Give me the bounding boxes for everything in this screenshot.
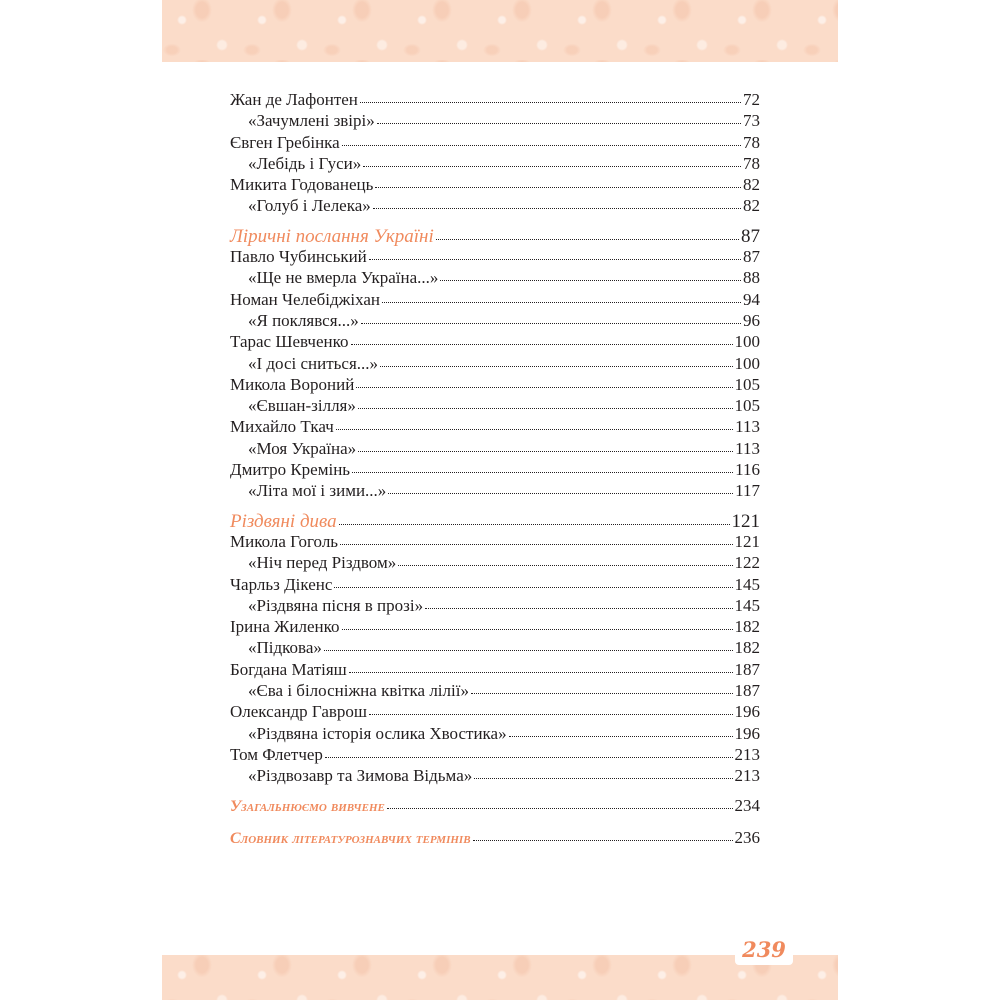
section-page: 87: [741, 225, 760, 247]
entry-page: 196: [734, 723, 760, 743]
entry-page: 96: [743, 310, 760, 330]
entry-page: 105: [734, 374, 760, 394]
dot-leader: [360, 101, 741, 103]
entry-page: 116: [735, 460, 760, 480]
toc-work-entry[interactable]: [230, 268, 760, 289]
dot-leader: [425, 607, 732, 609]
dot-leader: [382, 301, 741, 303]
entry-page: 182: [734, 617, 760, 637]
toc-glossary[interactable]: [230, 828, 760, 849]
entry-title: «Літа мої і зими...»: [248, 481, 387, 501]
toc-author-entry[interactable]: [230, 532, 760, 553]
entry-title: Жан де Лафонтен: [230, 90, 358, 109]
entry-page: 100: [734, 332, 760, 352]
dot-leader: [369, 258, 741, 260]
toc-author-entry[interactable]: [230, 332, 760, 353]
entry-title: «Ще не вмерла Україна...»: [248, 268, 439, 288]
entry-title: «І досі сниться...»: [248, 353, 379, 373]
entry-title: «Лебідь і Гуси»: [248, 153, 362, 173]
entry-page: 145: [734, 595, 760, 615]
dot-leader: [380, 365, 732, 367]
entry-title: «Різдвяна історія ослика Хвостика»: [248, 723, 507, 743]
entry-title: «Євшан-зілля»: [248, 396, 356, 416]
summary-page: 234: [734, 795, 760, 815]
toc-work-entry[interactable]: [230, 596, 760, 617]
glossary-title: Словник літературознавчих термінів: [230, 829, 471, 847]
dot-leader: [375, 186, 741, 188]
dot-leader: [324, 649, 733, 651]
dot-leader: [471, 692, 733, 694]
dot-leader: [351, 343, 733, 345]
entry-title: Номан Челебіджіхан: [230, 289, 381, 309]
toc-author-entry[interactable]: [230, 247, 760, 268]
toc-work-entry[interactable]: [230, 311, 760, 332]
dot-leader: [387, 807, 733, 809]
toc-section-christmas[interactable]: [230, 511, 760, 532]
dot-leader: [339, 523, 730, 525]
entry-page: 100: [734, 353, 760, 373]
toc-work-entry[interactable]: [230, 439, 760, 460]
entry-title: Микола Гоголь: [230, 531, 339, 551]
dot-leader: [334, 586, 732, 588]
entry-page: 82: [743, 175, 760, 195]
dot-leader: [436, 238, 739, 240]
dot-leader: [440, 279, 741, 281]
dot-leader: [342, 144, 741, 146]
entry-page: 88: [743, 268, 760, 288]
toc-author-entry[interactable]: [230, 702, 760, 723]
toc-work-entry[interactable]: [230, 111, 760, 132]
entry-page: 82: [743, 196, 760, 216]
toc-author-entry[interactable]: [230, 617, 760, 638]
entry-title: Ірина Жиленко: [230, 617, 340, 637]
toc-author-entry[interactable]: [230, 745, 760, 766]
toc-work-entry[interactable]: [230, 396, 760, 417]
entry-title: «Підкова»: [248, 638, 322, 658]
toc-work-entry[interactable]: [230, 196, 760, 217]
dot-leader: [358, 407, 733, 409]
entry-page: 94: [743, 289, 760, 309]
entry-page: 145: [734, 574, 760, 594]
dot-leader: [369, 713, 732, 715]
toc-work-entry[interactable]: [230, 553, 760, 574]
entry-page: 213: [734, 744, 760, 764]
entry-title: «Зачумлені звірі»: [248, 111, 375, 131]
entry-title: «Моя Україна»: [248, 438, 357, 458]
entry-page: 196: [734, 702, 760, 722]
dot-leader: [336, 428, 733, 430]
dot-leader: [352, 471, 733, 473]
entry-title: Богдана Матіяш: [230, 659, 347, 679]
entry-page: 122: [734, 553, 760, 573]
section-title: Ліричні послання Україні: [230, 225, 434, 247]
dot-leader: [356, 386, 732, 388]
toc-author-entry[interactable]: [230, 417, 760, 438]
entry-title: «Голуб і Лелека»: [248, 196, 371, 216]
entry-title: «Різдвяна пісня в прозі»: [248, 595, 424, 615]
dot-leader: [340, 543, 732, 545]
toc-work-entry[interactable]: [230, 724, 760, 745]
decorative-header-band: [162, 0, 838, 62]
toc-group-lyrical: [230, 247, 760, 503]
entry-title: Євген Гребінка: [230, 132, 340, 152]
toc-section-lyrical[interactable]: [230, 226, 760, 247]
toc-work-entry[interactable]: [230, 638, 760, 659]
entry-title: «Я поклявся...»: [248, 310, 359, 330]
dot-leader: [342, 628, 733, 630]
toc-author-entry[interactable]: [230, 460, 760, 481]
entry-title: Дмитро Кремінь: [230, 460, 351, 480]
entry-page: 78: [743, 132, 760, 152]
dot-leader: [363, 165, 741, 167]
toc-work-entry[interactable]: [230, 354, 760, 375]
entry-page: 72: [743, 90, 760, 109]
entry-title: Чарльз Дікенс: [230, 574, 333, 594]
toc-author-entry[interactable]: [230, 375, 760, 396]
dot-leader: [388, 492, 733, 494]
entry-page: 87: [743, 247, 760, 267]
entry-title: «Різдвозавр та Зимова Відьма»: [248, 766, 473, 786]
section-page: 121: [731, 510, 760, 532]
dot-leader: [325, 756, 733, 758]
toc-work-entry[interactable]: [230, 481, 760, 502]
entry-page: 187: [734, 659, 760, 679]
entry-title: Том Флетчер: [230, 744, 323, 764]
dot-leader: [373, 207, 741, 209]
entry-title: «Єва і білосніжна квітка лілії»: [248, 681, 469, 701]
dot-leader: [474, 777, 732, 779]
entry-title: Микола Вороний: [230, 374, 355, 394]
dot-leader: [358, 450, 733, 452]
toc-author-entry[interactable]: [230, 660, 760, 681]
toc-group-christmas: [230, 532, 760, 788]
toc-summary[interactable]: [230, 796, 760, 817]
page-number: 239: [735, 935, 793, 965]
entry-page: 213: [734, 766, 760, 786]
toc-author-entry[interactable]: [230, 90, 760, 111]
toc-group-fables: [230, 90, 760, 218]
entry-page: 113: [735, 438, 760, 458]
entry-title: Тарас Шевченко: [230, 332, 349, 352]
entry-page: 73: [743, 111, 760, 131]
entry-page: 105: [734, 396, 760, 416]
toc-work-entry[interactable]: [230, 681, 760, 702]
entry-title: Олександр Гаврош: [230, 702, 368, 722]
entry-page: 113: [735, 417, 760, 437]
section-title: Різдвяні дива: [230, 510, 337, 532]
summary-title: Узагальнюємо вивчене: [230, 797, 385, 815]
dot-leader: [398, 564, 732, 566]
entry-title: Михайло Ткач: [230, 417, 334, 437]
entry-page: 187: [734, 681, 760, 701]
entry-title: Микита Годованець: [230, 175, 374, 195]
entry-title: Павло Чубинський: [230, 247, 367, 267]
dot-leader: [509, 735, 733, 737]
glossary-page: 236: [734, 827, 760, 847]
dot-leader: [361, 322, 741, 324]
toc-author-entry[interactable]: [230, 575, 760, 596]
dot-leader: [377, 122, 741, 124]
table-of-contents: [230, 90, 760, 849]
dot-leader: [473, 839, 733, 841]
toc-author-entry[interactable]: [230, 133, 760, 154]
entry-page: 78: [743, 153, 760, 173]
entry-page: 182: [734, 638, 760, 658]
entry-title: «Ніч перед Різдвом»: [248, 553, 397, 573]
dot-leader: [349, 671, 733, 673]
entry-page: 121: [734, 531, 760, 551]
toc-work-entry[interactable]: [230, 766, 760, 787]
toc-work-entry[interactable]: [230, 154, 760, 175]
toc-author-entry[interactable]: [230, 175, 760, 196]
toc-author-entry[interactable]: [230, 290, 760, 311]
entry-page: 117: [735, 481, 760, 501]
